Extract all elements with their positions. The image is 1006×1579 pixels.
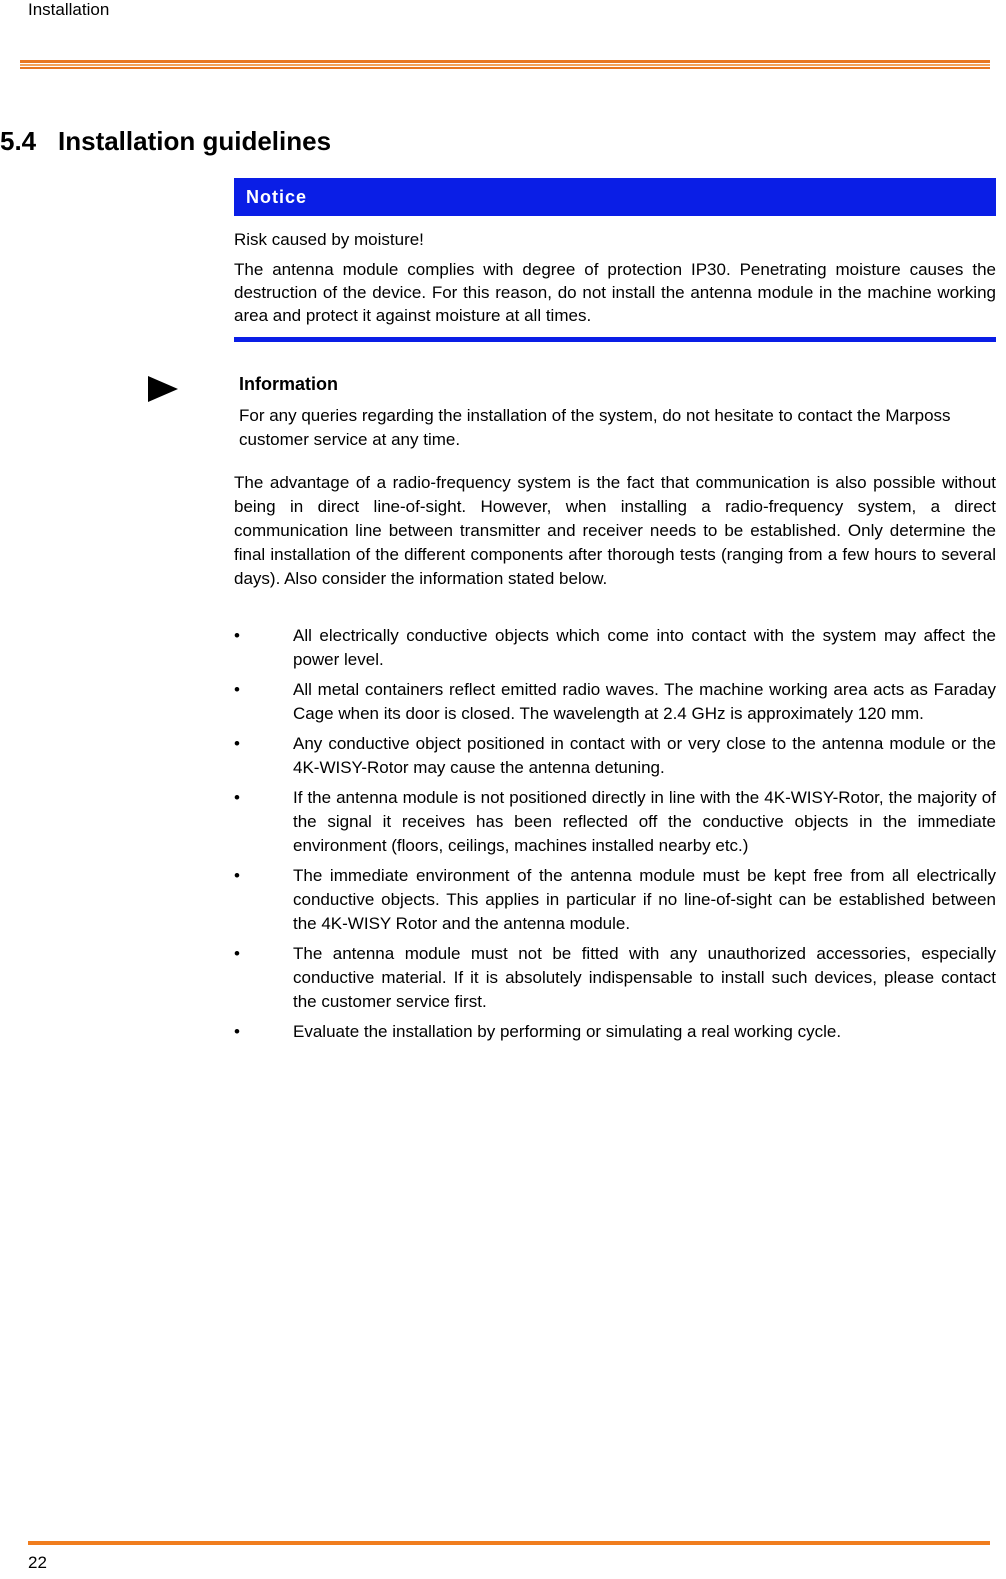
bullet-icon: • [234,944,240,963]
header-rule-line-middle [20,64,990,66]
section-heading [0,124,331,158]
header-rule-line-top [20,60,990,63]
notice-body-text: The antenna module complies with degree of protection IP30. Penetrating moisture causes the destruction of the device. For this reason, do not install the antenna module in the machine working area and protect it against moisture at all times. [234,260,996,325]
guideline-list [234,624,996,1050]
list-item-text: All electrically conductive objects which come into contact with the system may affect the power level. [293,626,996,669]
list-item [234,942,996,1014]
bullet-icon: • [234,1022,240,1041]
notice-lead-text: Risk caused by moisture! [234,230,424,249]
list-item-text: Evaluate the installation by performing or simulating a real working cycle. [293,1022,842,1041]
list-item-text: Any conductive object positioned in contact with or very close to the antenna module or the 4K-WISY-Rotor may cause the antenna detuning. [293,734,996,777]
list-item-text: The immediate environment of the antenna module must be kept free from all electrically conductive objects. This applies in particular if no line-of-sight can be established between the 4K-WISY Rotor and the antenna module. [293,866,996,933]
list-item [234,678,996,726]
intro-paragraph: The advantage of a radio-frequency system is the fact that communication is also possible without being in direct line-of-sight. However, when installing a radio-frequency system, a direct communication line between transmitter and receiver needs to be established. Only determine the final installation of the different components after thorough tests (ranging from a few hours to several days). Also consider the information stated below. [234,473,996,588]
bullet-icon: • [234,734,240,753]
section-number: 5.4 [0,126,37,156]
header-rule-line-bottom [20,67,990,69]
list-item-text: The antenna module must not be fitted with any unauthorized accessories, especially conductive material. If it is absolutely indispensable to install such devices, please contact the customer service first. [293,944,996,1011]
section-title: Installation guidelines [58,126,332,156]
header-rule [20,60,990,70]
list-item [234,786,996,858]
bullet-icon: • [234,680,240,699]
bullet-icon: • [234,626,240,645]
information-body-text: For any queries regarding the installation of the system, do not hesitate to contact the Marposs customer service at any time. [239,406,951,449]
list-item [234,732,996,780]
running-header: Installation [28,0,110,19]
notice-banner: Notice [234,178,996,216]
bullet-icon: • [234,788,240,807]
list-item-text: If the antenna module is not positioned directly in line with the 4K-WISY-Rotor, the majority of the signal it receives has been reflected off the conductive objects in the immediate environment (floors, ceilings, machines installed nearby etc.) [293,788,996,855]
notice-bottom-rule [234,337,996,342]
information-title: Information [239,374,338,394]
page-number: 22 [28,1553,47,1572]
bullet-icon: • [234,866,240,885]
list-item [234,1020,996,1044]
arrow-right-icon [148,376,178,402]
list-item [234,864,996,936]
list-item-text: All metal containers reflect emitted radio waves. The machine working area acts as Faraday Cage when its door is closed. The wavelength at 2.4 GHz is approximately 120 mm. [293,680,996,723]
footer-rule [28,1541,990,1545]
list-item [234,624,996,672]
